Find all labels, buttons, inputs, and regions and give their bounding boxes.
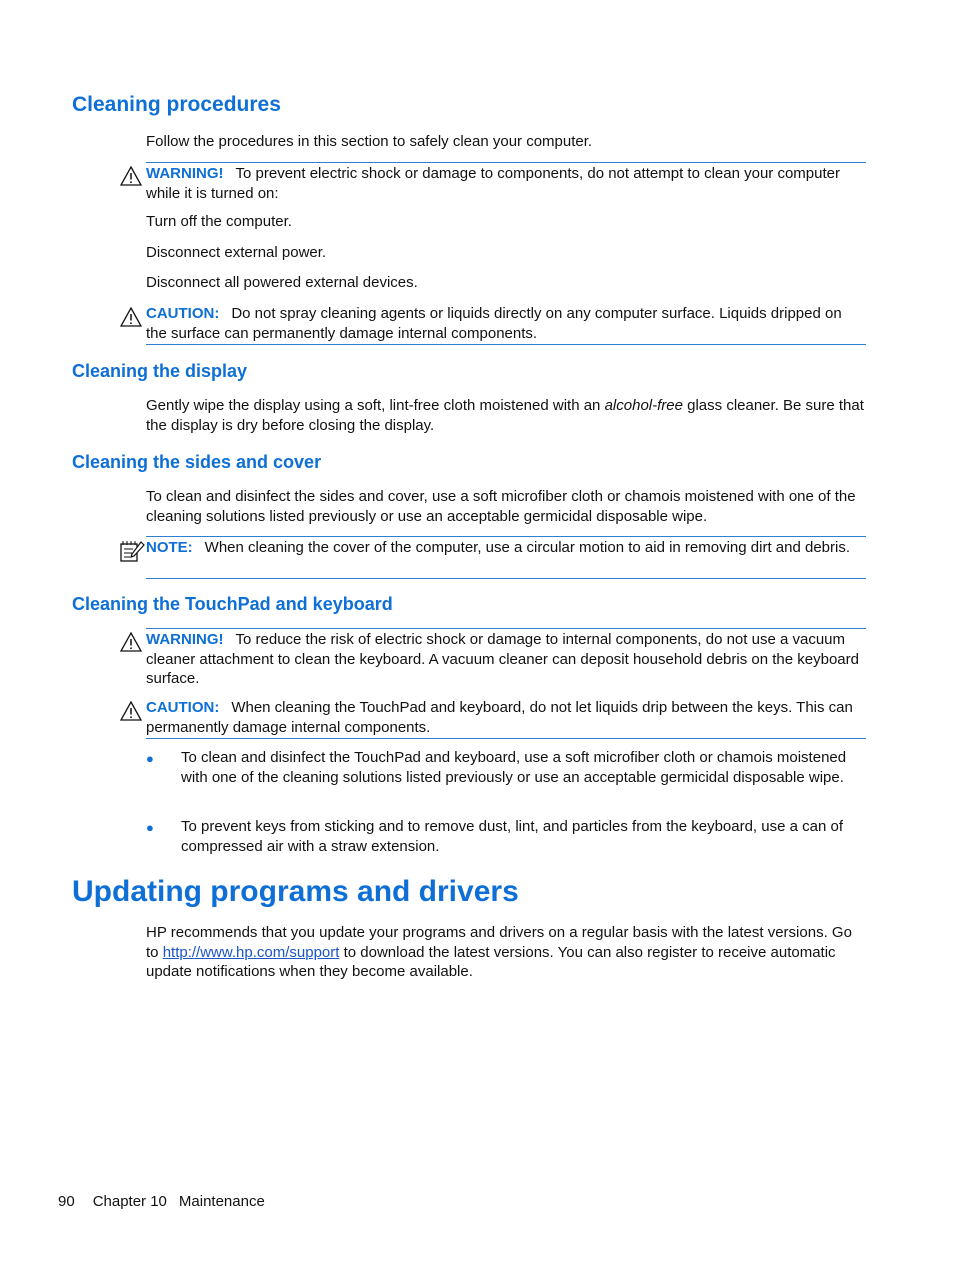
caution-label: CAUTION: — [146, 305, 220, 322]
warning-text: To reduce the risk of electric shock or damage to internal components, do not use a vacuum cleaner attachment to clean the keyboard. A vacuum cleaner can deposit household debris on the keyboard surface. — [146, 631, 859, 687]
page-number: 90 — [58, 1193, 75, 1210]
list-item-text: To prevent keys from sticking and to remove dust, lint, and particles from the keyboard, use a can of compressed air with a straw extension. — [181, 818, 843, 855]
caution-label: CAUTION: — [146, 699, 220, 716]
touchpad-warning-notice — [146, 628, 866, 689]
step-disconnect-devices: Disconnect all powered external devices. — [146, 274, 418, 291]
caution-notice — [146, 304, 866, 345]
display-text-after: glass cleaner. Be sure that the display is dry before closing the display. — [146, 397, 864, 434]
display-text-before: Gently wipe the display using a soft, lint-free cloth moistened with an — [146, 397, 605, 414]
subsection-title-display: Cleaning the display — [72, 361, 248, 381]
warning-label: WARNING! — [146, 165, 224, 182]
support-link[interactable]: http://www.hp.com/support — [162, 943, 340, 961]
touchpad-caution-notice — [146, 698, 866, 739]
section-title-cleaning-procedures: Cleaning procedures — [72, 93, 281, 116]
display-paragraph — [146, 396, 866, 435]
display-text-emphasis: alcohol-free — [604, 397, 683, 414]
caution-triangle-icon — [120, 701, 142, 721]
caution-triangle-icon — [120, 307, 142, 327]
warning-triangle-icon — [120, 166, 142, 186]
list-item — [146, 748, 866, 787]
footer-chapter: Chapter 10 — [92, 1193, 167, 1210]
section-intro: Follow the procedures in this section to safely clean your computer. — [146, 133, 593, 150]
note-label: NOTE: — [146, 539, 193, 556]
footer-chapter-title: Maintenance — [178, 1193, 265, 1210]
sides-paragraph: To clean and disinfect the sides and cover, use a soft microfiber cloth or chamois moistened with one of the cleaning solutions listed previously or use an acceptable germicidal disposable wipe. — [146, 488, 856, 525]
warning-label: WARNING! — [146, 631, 224, 648]
caution-text: When cleaning the TouchPad and keyboard, do not let liquids drip between the keys. This can permanently damage internal components. — [146, 699, 853, 736]
note-icon — [119, 539, 145, 563]
caution-text: Do not spray cleaning agents or liquids directly on any computer surface. Liquids dripped on the surface can permanently damage internal components. — [146, 305, 842, 342]
step-turn-off: Turn off the computer. — [146, 213, 292, 230]
bullet-icon: ● — [146, 820, 154, 835]
updating-paragraph — [146, 923, 866, 982]
warning-text: To prevent electric shock or damage to components, do not attempt to clean your computer while it is turned on: — [146, 165, 840, 202]
warning-notice — [146, 162, 866, 203]
updating-text-after: to download the latest versions. You can also register to receive automatic update notifications when they become available. — [146, 943, 836, 980]
chapter-section-title-updating: Updating programs and drivers — [72, 875, 519, 908]
list-item — [146, 817, 866, 856]
note-notice — [146, 536, 866, 579]
subsection-title-sides: Cleaning the sides and cover — [72, 452, 322, 472]
bullet-icon: ● — [146, 751, 154, 766]
warning-triangle-icon — [120, 632, 142, 652]
list-item-text: To clean and disinfect the TouchPad and keyboard, use a soft microfiber cloth or chamois moistened with one of the cleaning solutions listed previously or use an acceptable germicidal disposable wipe. — [181, 749, 847, 786]
subsection-title-touchpad: Cleaning the TouchPad and keyboard — [72, 594, 393, 614]
page-footer — [58, 1192, 283, 1212]
note-text: When cleaning the cover of the computer, use a circular motion to aid in removing dirt and debris. — [204, 539, 851, 556]
step-disconnect-power: Disconnect external power. — [146, 244, 327, 261]
updating-text-before: HP recommends that you update your programs and drivers on a regular basis with the latest versions. Go to — [146, 924, 852, 961]
